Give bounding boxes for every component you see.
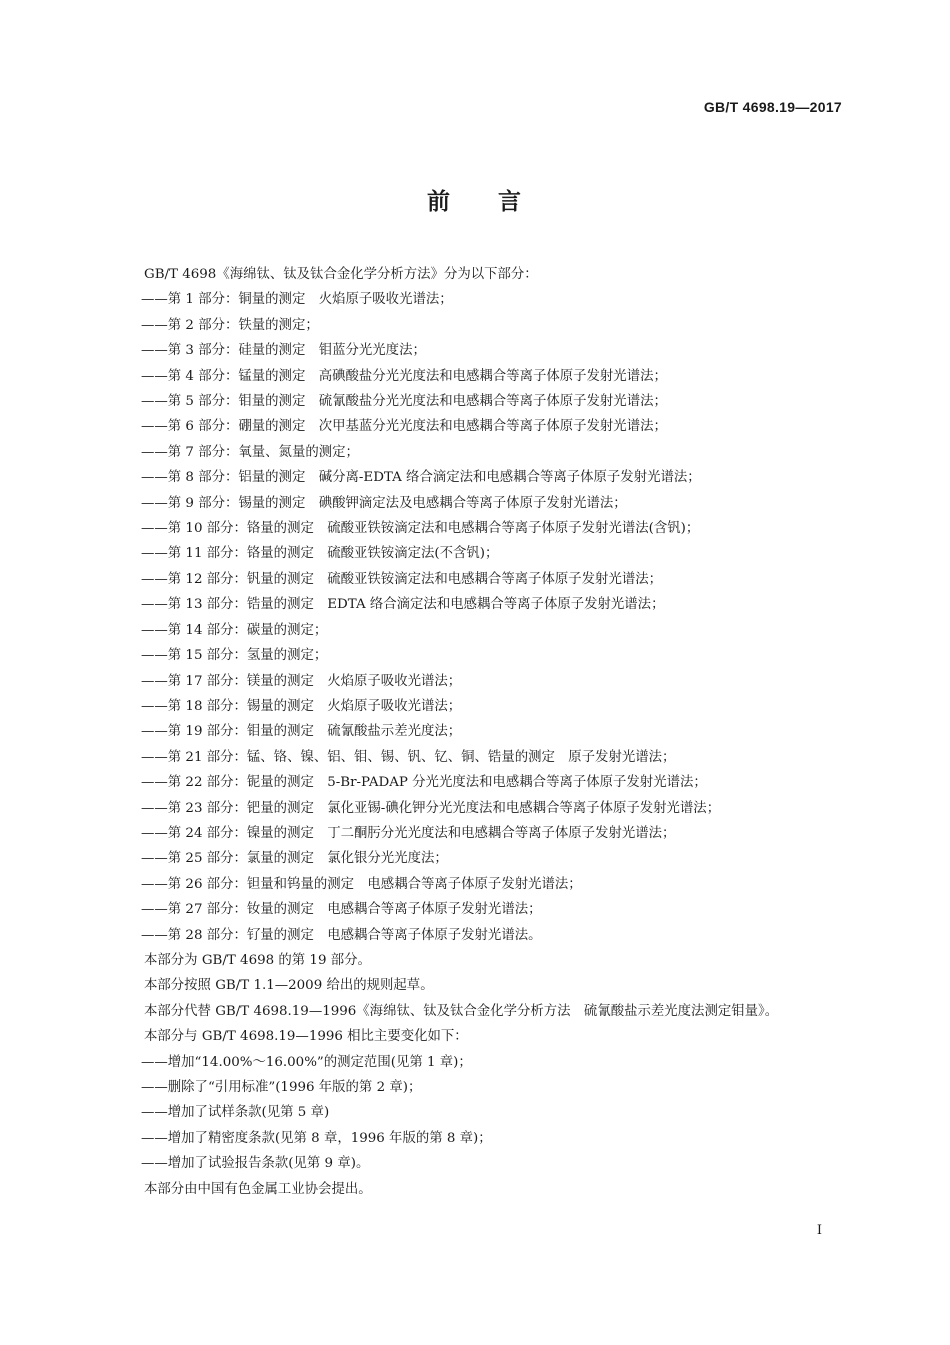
- list-item: ——第 23 部分：钯量的测定 氯化亚锡-碘化钾分光光度法和电感耦合等离子体原子发射光谱法；: [141, 800, 721, 816]
- paragraph: 本部分为 GB/T 4698 的第 19 部分。: [144, 952, 371, 968]
- list-item: ——第 10 部分：铬量的测定 硫酸亚铁铵滴定法和电感耦合等离子体原子发射光谱法(含钒)；: [141, 521, 700, 537]
- list-item: ——第 7 部分：氧量、氮量的测定；: [141, 444, 359, 460]
- list-item: ——删除了“引用标准”(1996 年版的第 2 章)；: [141, 1080, 422, 1095]
- list-item: ——第 28 部分：钌量的测定 电感耦合等离子体原子发射光谱法。: [141, 927, 542, 943]
- list-item: ——第 9 部分：锡量的测定 碘酸钾滴定法及电感耦合等离子体原子发射光谱法；: [141, 495, 627, 511]
- paragraph: 本部分按照 GB/T 1.1—2009 给出的规则起草。: [144, 978, 434, 994]
- list-item: ——第 26 部分：钽量和钨量的测定 电感耦合等离子体原子发射光谱法；: [141, 876, 582, 892]
- list-item: ——第 22 部分：铌量的测定 5-Br-PADAP 分光光度法和电感耦合等离子体原子发射光谱法；: [141, 775, 707, 791]
- list-item: ——第 3 部分：硅量的测定 钼蓝分光光度法；: [141, 343, 426, 359]
- list-item: ——第 15 部分：氢量的测定；: [141, 648, 328, 664]
- list-item: ——增加了试样条款(见第 5 章): [141, 1105, 330, 1121]
- list-item: ——第 4 部分：锰量的测定 高碘酸盐分光光度法和电感耦合等离子体原子发射光谱法；: [141, 368, 667, 384]
- list-item: ——第 5 部分：钼量的测定 硫氰酸盐分光光度法和电感耦合等离子体原子发射光谱法；: [141, 394, 667, 410]
- list-item: ——第 13 部分：锆量的测定 EDTA 络合滴定法和电感耦合等离子体原子发射光谱法；: [141, 597, 665, 613]
- page-title: [0, 183, 950, 216]
- list-item: ——第 24 部分：镍量的测定 丁二酮肟分光光度法和电感耦合等离子体原子发射光谱法；: [141, 825, 676, 841]
- paragraph: 本部分代替 GB/T 4698.19—1996《海绵钛、钛及钛合金化学分析方法 硫氰酸盐示差光度法测定钼量》。: [144, 1003, 779, 1019]
- list-item: ——第 12 部分：钒量的测定 硫酸亚铁铵滴定法和电感耦合等离子体原子发射光谱法；: [141, 571, 663, 587]
- paragraph: GB/T 4698《海绵钛、钛及钛合金化学分析方法》分为以下部分：: [144, 267, 538, 282]
- list-item: ——第 18 部分：锡量的测定 火焰原子吸收光谱法；: [141, 698, 462, 714]
- list-item: ——第 2 部分：铁量的测定；: [141, 317, 319, 333]
- list-item: ——增加“14.00%～16.00%”的测定范围(见第 1 章)；: [141, 1054, 472, 1070]
- list-item: ——第 25 部分：氯量的测定 氯化银分光光度法；: [141, 851, 448, 867]
- list-item: ——第 14 部分：碳量的测定；: [141, 622, 328, 638]
- list-item: ——第 19 部分：钼量的测定 硫氰酸盐示差光度法；: [141, 724, 462, 740]
- list-item: ——第 17 部分：镁量的测定 火焰原子吸收光谱法；: [141, 673, 462, 689]
- title-char-right: 言: [498, 189, 523, 215]
- list-item: ——增加了精密度条款(见第 8 章，1996 年版的第 8 章)；: [141, 1130, 492, 1146]
- standard-number: GB/T 4698.19—2017: [703, 99, 842, 115]
- paragraph: 本部分由中国有色金属工业协会提出。: [144, 1181, 372, 1197]
- page-number: I: [816, 1223, 822, 1238]
- list-item: ——第 6 部分：硼量的测定 次甲基蓝分光光度法和电感耦合等离子体原子发射光谱法；: [141, 419, 667, 435]
- list-item: ——第 27 部分：钕量的测定 电感耦合等离子体原子发射光谱法；: [141, 902, 542, 918]
- list-item: ——第 1 部分：铜量的测定 火焰原子吸收光谱法；: [141, 292, 453, 308]
- list-item: ——第 8 部分：铝量的测定 碱分离-EDTA 络合滴定法和电感耦合等离子体原子发射光谱法；: [141, 470, 701, 486]
- foreword-body: [108, 262, 844, 1202]
- list-item: ——增加了试验报告条款(见第 9 章)。: [141, 1156, 370, 1172]
- paragraph: 本部分与 GB/T 4698.19—1996 相比主要变化如下：: [144, 1029, 468, 1045]
- list-item: ——第 11 部分：铬量的测定 硫酸亚铁铵滴定法(不含钒)；: [141, 546, 499, 562]
- list-item: ——第 21 部分：锰、铬、镍、铝、钼、锡、钒、钇、铜、锆量的测定 原子发射光谱法；: [141, 749, 676, 765]
- title-char-left: 前: [427, 189, 452, 215]
